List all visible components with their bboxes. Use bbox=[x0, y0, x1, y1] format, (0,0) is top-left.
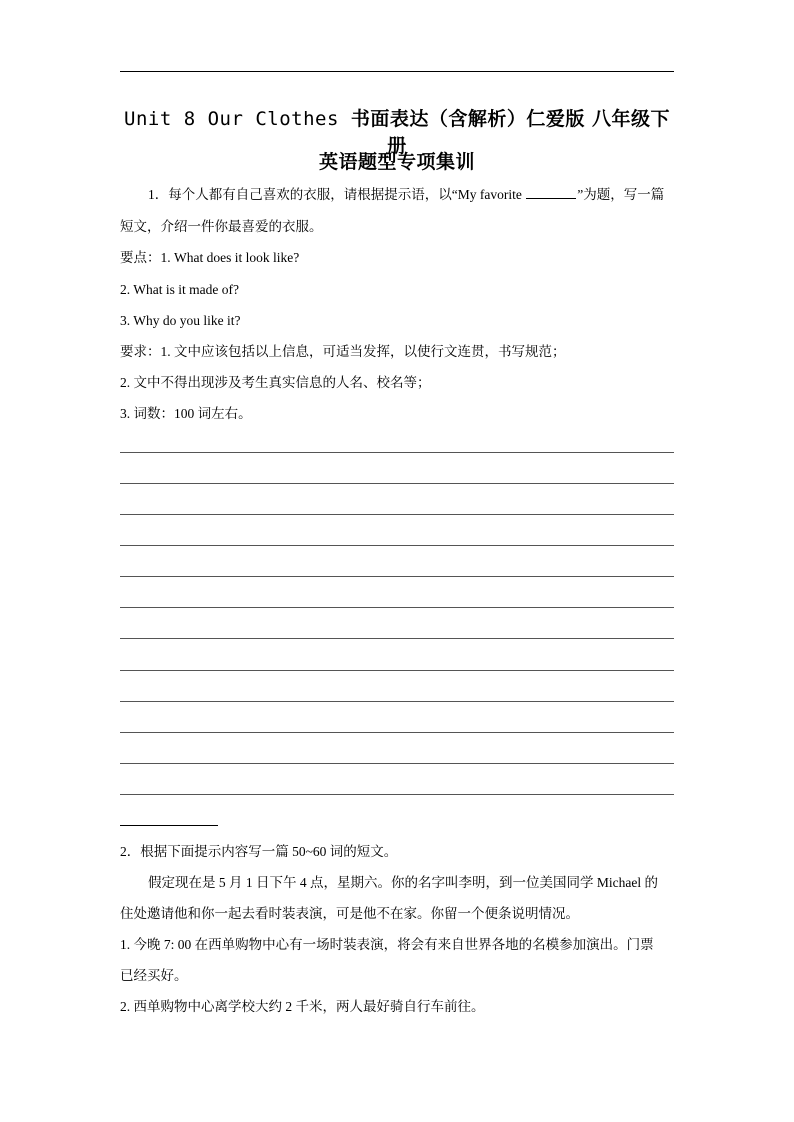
writing-line bbox=[120, 763, 674, 764]
q1-point-3: 3. Why do you like it? bbox=[120, 313, 241, 328]
q1-requirement-3: 3. 词数：100 词左右。 bbox=[120, 406, 252, 421]
document-subtitle: 英语题型专项集训 bbox=[318, 152, 475, 173]
writing-line bbox=[120, 576, 674, 577]
writing-line bbox=[120, 607, 674, 608]
writing-line bbox=[120, 794, 674, 795]
q2-item-1-line1: 1. 今晚 7: 00 在西单购物中心有一场时装表演，将会有来自世界各地的名模参加演出。门票 bbox=[120, 937, 654, 952]
q2-item-2: 2. 西单购物中心离学校大约 2 千米，两人最好骑自行车前往。 bbox=[120, 999, 485, 1014]
writing-line bbox=[120, 732, 674, 733]
q1-point-1: 要点：1. What does it look like? bbox=[120, 250, 300, 265]
fill-blank bbox=[526, 187, 576, 199]
q1-requirement-2: 2. 文中不得出现涉及考生真实信息的人名、校名等； bbox=[120, 375, 431, 390]
short-rule bbox=[120, 825, 218, 826]
writing-line bbox=[120, 545, 674, 546]
writing-line bbox=[120, 638, 674, 639]
q1-point-2: 2. What is it made of? bbox=[120, 282, 239, 297]
writing-line bbox=[120, 514, 674, 515]
writing-line bbox=[120, 701, 674, 702]
q2-prompt: 2．根据下面提示内容写一篇 50~60 词的短文。 bbox=[120, 844, 398, 859]
writing-line bbox=[120, 452, 674, 453]
writing-line bbox=[120, 670, 674, 671]
q2-item-1-line2: 已经买好。 bbox=[120, 968, 188, 983]
title-chinese: 书面表达（含解析）仁爱版 八年级下册 bbox=[350, 108, 670, 157]
q1-requirement-1: 要求：1. 文中应该包括以上信息，可适当发挥，以使行文连贯，书写规范； bbox=[120, 344, 566, 359]
q2-scenario-line1: 假定现在是 5 月 1 日下午 4 点，星期六。你的名字叫李明，到一位美国同学 Michael 的 bbox=[148, 875, 658, 890]
q1-prompt-line2: 短文，介绍一件你最喜爱的衣服。 bbox=[120, 219, 323, 234]
header-rule bbox=[120, 71, 674, 72]
q2-scenario-line2: 住处邀请他和你一起去看时装表演，可是他不在家。你留一个便条说明情况。 bbox=[120, 906, 579, 921]
title-english: Unit 8 Our Clothes bbox=[124, 108, 351, 130]
writing-line bbox=[120, 483, 674, 484]
q1-prompt-line1: 1．每个人都有自己喜欢的衣服，请根据提示语，以“My favorite ”为题，写一篇 bbox=[148, 187, 665, 202]
